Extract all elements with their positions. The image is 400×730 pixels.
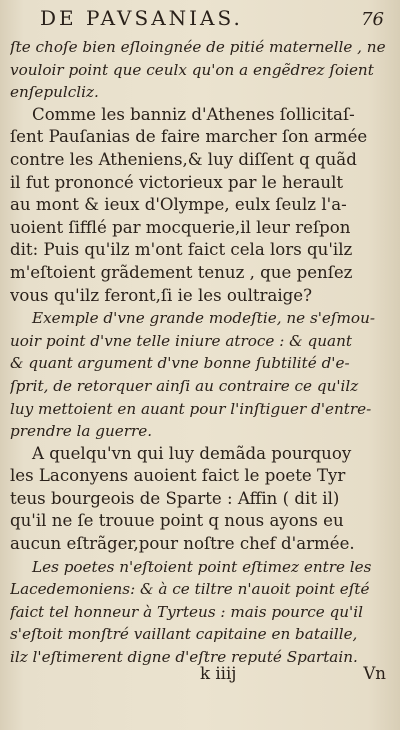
text-line: Lacedemoniens: & à ce tiltre n'auoit point eſté [10,580,370,599]
text-line: vous qu'ilz feront,ſi ie les oultraige? [10,285,313,305]
text-line: contre les Atheniens,& luy diſſent q quãd [10,149,357,169]
page-number: 76 [361,9,384,30]
text-line: uoir point d'vne telle iniure atroce : & quant [10,331,352,350]
text-line: Exemple d'vne grande modeſtie, ne s'eſmou- [32,309,375,328]
text-line: teus bourgeois de Sparte : Affin ( dit il) [10,488,340,508]
text-line: enſepulcliz. [10,83,99,102]
text-line: uoient ſifflé par mocquerie,il leur reſpon [10,217,351,237]
signature-mark: k iiij [200,664,237,683]
text-line: faict tel honneur à Tyrteus : mais pource qu'il [10,602,363,621]
text-line: m'eſtoient grãdement tenuz , que penſez [10,262,353,282]
text-line: ſprit, de retorquer ainſi au contraire ce qu'ilz [10,376,359,395]
text-line: les Laconyens auoient faict le poete Tyr [10,466,346,486]
text-line: vouloir point que ceulx qu'on a engẽdrez ſoient [10,60,374,79]
text-line: dit: Puis qu'ilz m'ont faict cela lors qu'ilz [10,240,353,260]
text-line: prendre la guerre. [10,422,153,441]
text-line: au mont & ieux d'Olympe, eulx ſeulz l'a- [10,195,347,215]
text-line: Les poetes n'eſtoient point eſtimez entre les [32,557,372,576]
text-line: ilz l'eſtimerent digne d'eſtre reputé Spartain. [10,648,358,667]
running-head: DE PAVSANIAS. [40,6,243,30]
catchword: Vn [363,664,386,683]
body-text [10,36,388,669]
text-line: il fut prononcé victorieux par le herault [10,172,344,192]
text-line: A quelqu'vn qui luy demãda pourquoy [32,443,352,463]
text-line: s'eſtoit monſtré vaillant capitaine en bataille, [10,625,358,644]
text-line: qu'il ne ſe trouue point q nous ayons eu [10,511,344,531]
text-line: Comme les banniz d'Athenes ſollicitaſ- [32,104,355,124]
text-line: luy mettoient en auant pour l'inſtiguer d'entre- [10,399,372,418]
text-line: & quant argument d'vne bonne ſubtilité d'e- [10,354,350,373]
page-header [40,6,384,34]
text-line: ſte choſe bien eſloingnée de pitié maternelle , ne [10,38,386,56]
text-line: aucun eſtrãger,pour noſtre chef d'armée. [10,534,355,554]
text-line: ſent Pauſanias de faire marcher ſon armée [10,127,368,147]
